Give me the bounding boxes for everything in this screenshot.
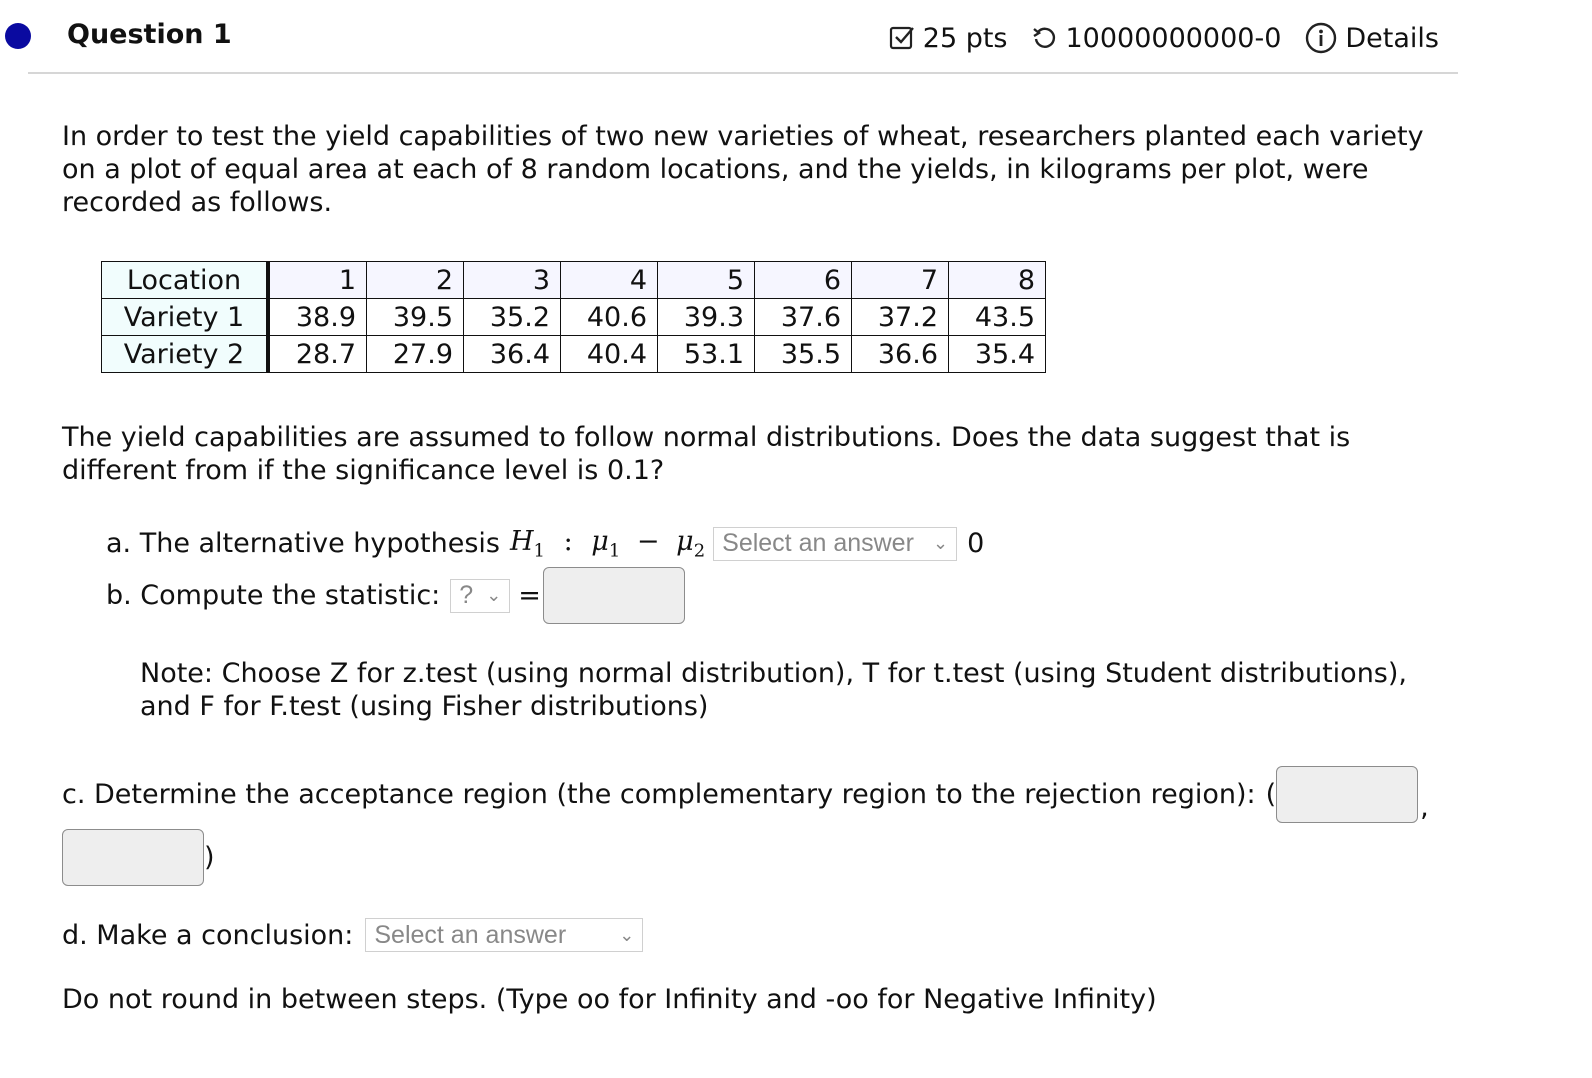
- close-paren: ): [204, 842, 215, 873]
- problem-intro: In order to test the yield capabilities of two new varieties of wheat, researchers planted each variety on a plot of equal area at each of 8 random locations, and the yields, in kilograms per plot, were recorded as follows.: [62, 121, 1424, 218]
- chevron-down-icon: ⌄: [619, 924, 635, 945]
- mu2-subscript: 2: [693, 540, 706, 562]
- hypothesis-expression: [510, 526, 705, 561]
- statistic-select-value: ?: [459, 581, 474, 609]
- table-header-label: Location: [102, 262, 269, 299]
- table-cell: 43.5: [949, 299, 1046, 336]
- mu1-symbol: μ: [591, 526, 609, 557]
- location-cell: 8: [949, 262, 1046, 299]
- part-c-label: c. Determine the acceptance region (the complementary region to the rejection region):: [62, 779, 1256, 810]
- statistic-select[interactable]: [450, 579, 510, 613]
- note-text: Note: Choose Z for z.test (using normal distribution), T for t.test (using Student distributions), and F for F.test (using Fisher distributions): [140, 658, 1407, 722]
- checkbox-icon: [889, 25, 915, 51]
- question-title: Question 1: [67, 19, 232, 50]
- table-cell: 28.7: [268, 336, 367, 373]
- table-cell: 36.4: [464, 336, 561, 373]
- open-paren: (: [1265, 779, 1277, 810]
- attempts-label: 10000000000-0: [1065, 22, 1282, 54]
- points-group: [889, 23, 1008, 54]
- row-label: Variety 1: [102, 299, 269, 336]
- details-link[interactable]: [1305, 22, 1439, 54]
- table-cell: 40.4: [561, 336, 658, 373]
- hypothesis-select-value: Select an answer: [722, 529, 914, 558]
- location-cell: 7: [852, 262, 949, 299]
- part-a: [106, 526, 984, 561]
- hypothesis-select[interactable]: [713, 527, 957, 561]
- table-cell: 36.6: [852, 336, 949, 373]
- table-cell: 53.1: [658, 336, 755, 373]
- minus-sign: −: [636, 526, 660, 557]
- instructions-footer: Do not round in between steps. (Type oo for Infinity and -oo for Negative Infinity): [62, 984, 1157, 1015]
- table-cell: 37.2: [852, 299, 949, 336]
- question-meta: [875, 22, 1439, 54]
- question-status-dot: [5, 23, 31, 49]
- acceptance-lower-input[interactable]: [1276, 766, 1418, 823]
- h-subscript: 1: [533, 540, 545, 562]
- table-cell: 35.2: [464, 299, 561, 336]
- comma: ,: [1420, 792, 1429, 823]
- mu2-symbol: μ: [676, 526, 694, 557]
- location-cell: 2: [367, 262, 464, 299]
- part-c-upper: [62, 829, 215, 886]
- acceptance-upper-input[interactable]: [62, 829, 204, 886]
- location-cell: 6: [755, 262, 852, 299]
- chevron-down-icon: ⌄: [933, 533, 949, 554]
- table-cell: 40.6: [561, 299, 658, 336]
- details-label[interactable]: Details: [1345, 22, 1439, 54]
- retry-icon: [1032, 25, 1058, 51]
- location-cell: 4: [561, 262, 658, 299]
- table-cell: 35.4: [949, 336, 1046, 373]
- info-icon: [1305, 22, 1337, 54]
- header-divider: [28, 72, 1458, 74]
- statistic-input[interactable]: [543, 567, 685, 624]
- location-cell: 1: [268, 262, 367, 299]
- mu1-subscript: 1: [608, 540, 621, 562]
- row-label: Variety 2: [102, 336, 269, 373]
- table-cell: 37.6: [755, 299, 852, 336]
- conclusion-select-value: Select an answer: [374, 920, 567, 949]
- location-cell: 5: [658, 262, 755, 299]
- chevron-down-icon: ⌄: [486, 585, 502, 605]
- table-cell: 35.5: [755, 336, 852, 373]
- yield-table: [101, 261, 1046, 373]
- table-row: [102, 336, 1046, 373]
- points-label: 25 pts: [922, 22, 1008, 54]
- part-d-label: d. Make a conclusion:: [62, 919, 354, 951]
- question-header: [0, 0, 1592, 80]
- part-a-label: a. The alternative hypothesis: [106, 528, 500, 560]
- conclusion-select[interactable]: [365, 918, 643, 952]
- table-row: [102, 299, 1046, 336]
- attempts-group: [1032, 23, 1282, 54]
- colon: :: [563, 526, 573, 557]
- table-cell: 27.9: [367, 336, 464, 373]
- part-c: [62, 766, 1429, 823]
- problem-question: The yield capabilities are assumed to follow normal distributions. Does the data suggest that is different from if the significance level is 0.1?: [62, 422, 1351, 486]
- h-symbol: H: [510, 526, 534, 557]
- table-cell: 38.9: [268, 299, 367, 336]
- hypothesis-rhs: 0: [967, 528, 985, 560]
- part-b-label: b. Compute the statistic:: [106, 580, 441, 611]
- table-cell: 39.3: [658, 299, 755, 336]
- table-header-row: [102, 262, 1046, 299]
- location-cell: 3: [464, 262, 561, 299]
- part-d: [62, 918, 643, 952]
- table-cell: 39.5: [367, 299, 464, 336]
- part-b: [106, 567, 685, 624]
- equals-sign: =: [518, 580, 541, 611]
